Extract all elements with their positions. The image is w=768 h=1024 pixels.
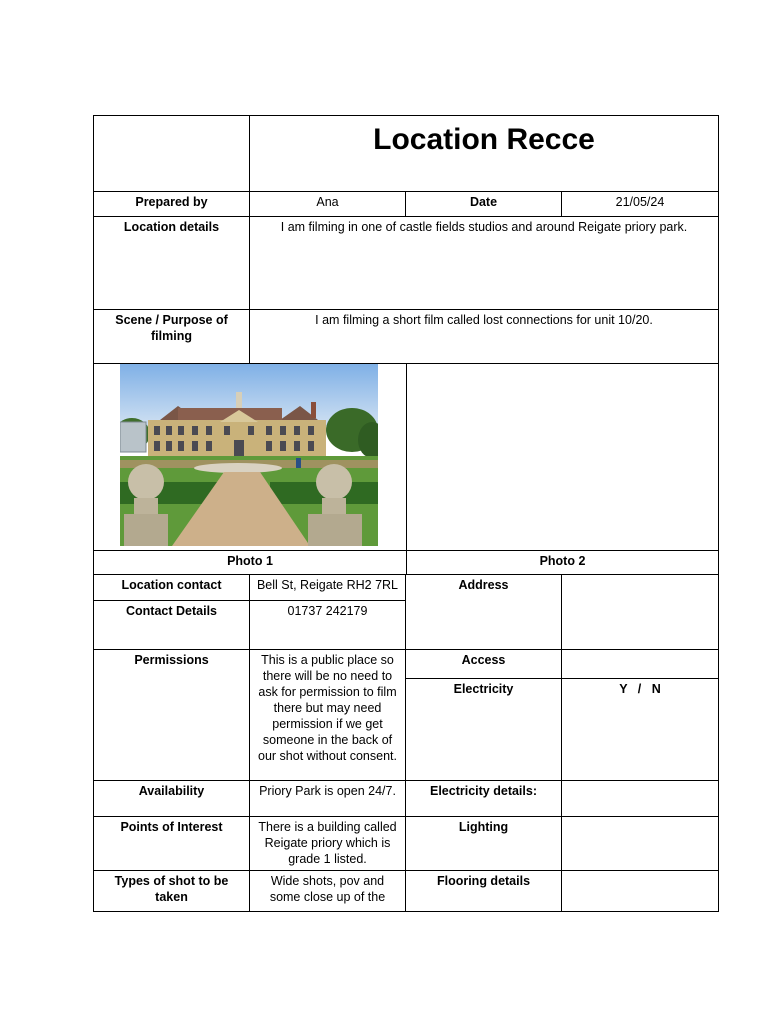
availability-value: Priory Park is open 24/7. [249,780,406,817]
pillar-top-left [134,498,158,514]
pillar-base-left [124,514,168,546]
flooring-details-value [561,870,719,912]
location-details-value: I am filming in one of castle fields studios and around Reigate priory park. [249,216,719,310]
points-of-interest-value: There is a building called Reigate priory which is grade 1 listed. [249,816,406,871]
electricity-details-value [561,780,719,817]
priory-photo-image [120,364,378,546]
points-of-interest-label: Points of Interest [93,816,250,871]
scene-purpose-label: Scene / Purpose of filming [93,309,250,364]
access-label: Access [405,649,562,679]
flooring-details-label: Flooring details [405,870,562,912]
location-details-label: Location details [93,216,250,310]
permissions-value: This is a public place so there will be no need to ask for permission to film there but may need permission if we get someone in the back of our shot without consent. [249,649,406,781]
electricity-label: Electricity [405,678,562,781]
stone-ball-left [128,464,164,500]
address-label: Address [405,574,562,650]
chimney [311,402,316,418]
address-value [561,574,719,650]
pillar-base-right [308,514,362,546]
person [296,458,301,468]
photo-1-label: Photo 1 [93,550,407,575]
page-title: Location Recce [249,115,719,192]
location-contact-label: Location contact [93,574,250,601]
shot-types-value: Wide shots, pov and some close up of the [249,870,406,912]
greenhouse [120,422,146,452]
photo-2-cell [406,363,719,551]
lighting-value [561,816,719,871]
access-value [561,649,719,679]
permissions-label: Permissions [93,649,250,781]
fountain [194,463,282,473]
date-label: Date [405,191,562,217]
prepared-by-label: Prepared by [93,191,250,217]
electricity-value: Y / N [561,678,719,781]
date-value: 21/05/24 [561,191,719,217]
availability-label: Availability [93,780,250,817]
contact-details-value: 01737 242179 [249,600,406,650]
photo-2-label: Photo 2 [406,550,719,575]
lighting-label: Lighting [405,816,562,871]
electricity-details-label: Electricity details: [405,780,562,817]
scene-purpose-value: I am filming a short film called lost connections for unit 10/20. [249,309,719,364]
location-contact-value: Bell St, Reigate RH2 7RL [249,574,406,601]
shot-types-label: Types of shot to be taken [93,870,250,912]
stone-ball-right [316,464,352,500]
logo-cell [93,115,250,192]
location-photo [120,364,378,546]
pillar-top-right [322,498,346,514]
contact-details-label: Contact Details [93,600,250,650]
prepared-by-value: Ana [249,191,406,217]
cupola [236,392,242,408]
